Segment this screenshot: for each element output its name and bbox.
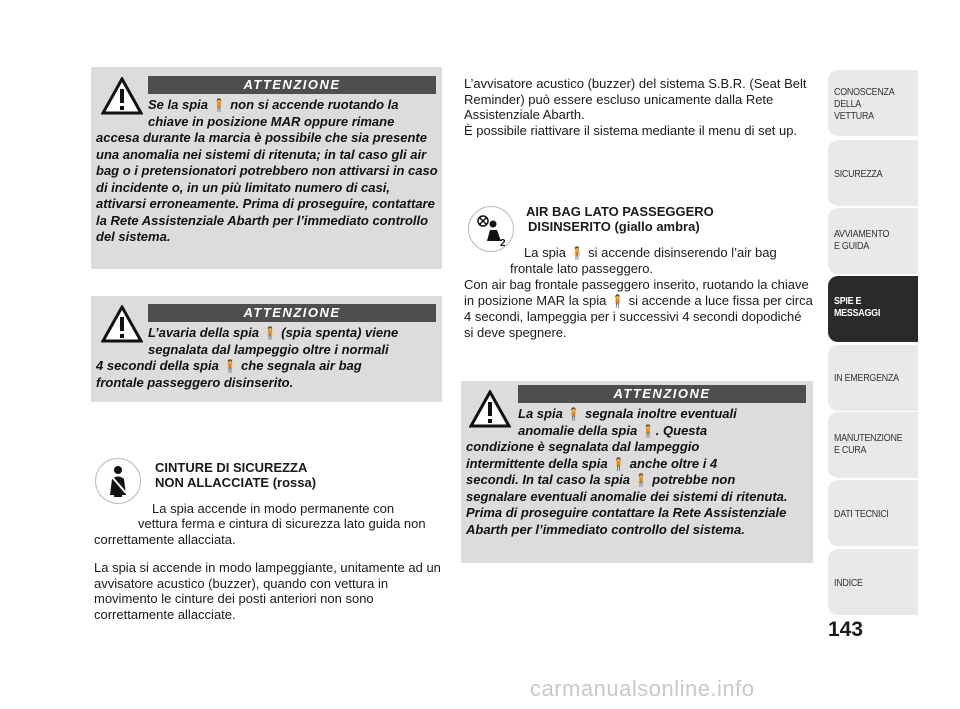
airbag-person-icon: 🧍 <box>640 423 656 438</box>
sidebar-label-dati-tecnici[interactable]: DATI TECNICI <box>834 508 889 520</box>
seatbelt-p2: La spia si accende in modo lampeggiante, unitamente ad un avvisatore acustico (buzzer), quando con vettura in movimento le cinture dei posti anteriori non sono correttamente allacciate. <box>94 560 441 622</box>
warning-text-1-rest: accesa durante la marcia è possibile che sia presente una anomalia nei sistemi di ritenuta; in tal caso gli air bag o i pretensionatori potrebbero non attivarsi in caso di incidente o, in un più limitato numero di casi, attivarsi erroneamente. Prima di proseguire, contattare la Rete Assistenziale Abarth per l’immediato controllo del sistema. <box>96 130 438 244</box>
airbag-off-icon: 🧍 <box>222 359 238 373</box>
seatbelt-title: CINTURE DI SICUREZZA NON ALLACCIATE (rossa) <box>155 460 317 490</box>
airbag-p1c: frontale lato passeggero. <box>510 261 654 276</box>
intro-text-2: È possibile riattivare il sistema mediante il menu di set up. <box>464 123 798 138</box>
warning-text-1: Se la spia 🧍 non si accende ruotando la chiave in posizione MAR oppure rimane <box>148 97 399 129</box>
sidebar-label-avviamento[interactable]: AVVIAMENTO E GUIDA <box>834 228 890 252</box>
page-number: 143 <box>828 618 864 641</box>
intro-text: L’avvisatore acustico (buzzer) del sistema S.B.R. (Seat Belt Reminder) può essere escluso unicamente dalla Rete Assistenziale Abarth. <box>464 76 807 123</box>
warning-triangle-icon <box>101 77 143 115</box>
airbag-p1: La spia 🧍 si accende disinserendo l’air bag <box>524 245 777 260</box>
warning-label: ATTENZIONE <box>148 76 436 94</box>
seatbelt-p1a: La spia accende in modo permanente con <box>152 501 395 516</box>
airbag-p2: Con air bag frontale passeggero inserito, ruotando la chiave in posizione MAR la spia 🧍 si accende a luce fissa per circa 4 secondi, lampeggia per i successivi 4 secondi dopodiché si deve spegnere. <box>464 277 813 340</box>
airbag-off-icon: 🧍 <box>569 246 585 260</box>
sidebar-label-indice[interactable]: INDICE <box>834 577 863 589</box>
airbag-person-icon: 🧍 <box>262 326 278 340</box>
airbag-off-icon: 🧍 <box>566 407 582 421</box>
warning-label: ATTENZIONE <box>518 385 806 403</box>
sidebar-label-spie[interactable]: SPIE E MESSAGGI <box>834 295 881 319</box>
airbag-person-icon: 🧍 <box>633 473 649 487</box>
airbag-person-icon: 🧍 <box>211 98 227 112</box>
airbag-off-icon <box>468 206 514 252</box>
svg-text:2: 2 <box>500 238 506 249</box>
warning-text-2-rest: 4 secondi della spia 🧍 che segnala air bag frontale passeggero disinserito. <box>96 358 362 390</box>
sidebar-label-conoscenza[interactable]: CONOSCENZA DELLA VETTURA <box>834 86 894 122</box>
airbag-off-icon: 🧍 <box>609 293 625 308</box>
warning-triangle-icon <box>469 390 511 428</box>
sidebar-label-manutenzione[interactable]: MANUTENZIONE E CURA <box>834 432 903 456</box>
sidebar-label-sicurezza[interactable]: SICUREZZA <box>834 168 883 180</box>
seatbelt-icon <box>95 458 141 504</box>
warning-triangle-icon <box>101 305 143 343</box>
airbag-title: AIR BAG LATO PASSEGGERO DISINSERITO (giallo ambra) <box>526 204 714 234</box>
warning-text-3: La spia 🧍 segnala inoltre eventuali anomalie della spia 🧍. Questa <box>518 406 737 438</box>
warning-label: ATTENZIONE <box>148 304 436 322</box>
airbag-off-icon: 🧍 <box>611 456 627 471</box>
warning-text-2: L’avaria della spia 🧍 (spia spenta) viene segnalata dal lampeggio oltre i normali <box>148 325 399 357</box>
watermark: carmanualsonline.info <box>530 676 755 701</box>
sidebar-label-emergenza[interactable]: IN EMERGENZA <box>834 372 899 384</box>
warning-text-3-rest: condizione è segnalata dal lampeggio intermittente della spia 🧍 anche oltre i 4 secondi. In tal caso la spia 🧍 potrebbe non segnalare eventuali anomalie dei sistemi di ritenuta. Prima di proseguire contattare la Rete Assistenziale Abarth per l’immediato controllo del sistema. <box>466 439 788 537</box>
seatbelt-p1b: vettura ferma e cintura di sicurezza lato guida non correttamente allacciata. <box>94 516 426 547</box>
